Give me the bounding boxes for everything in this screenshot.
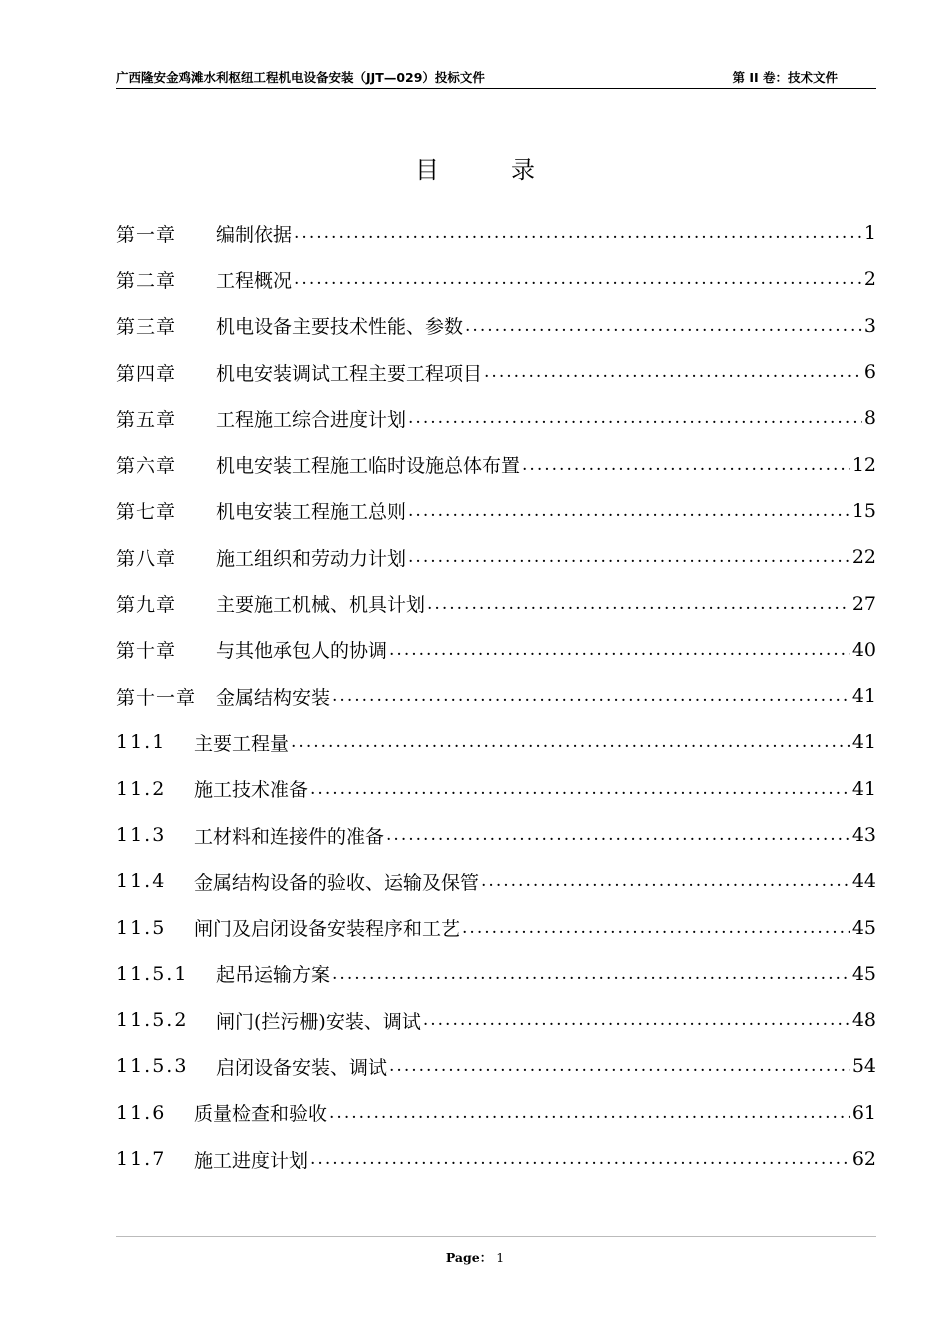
toc-leader-dots [408, 501, 850, 521]
toc-entry[interactable] [116, 766, 876, 812]
toc-entry[interactable] [116, 395, 876, 441]
toc-entry-title: 工程概况 [216, 269, 293, 292]
toc-entry-page: 41 [851, 777, 876, 800]
toc-leader-dots [386, 825, 850, 845]
toc-entry-number: 第二章 [116, 269, 177, 292]
toc-entry-number: 11.3 [116, 824, 167, 846]
toc-entry-title: 机电安装工程施工临时设施总体布置 [216, 455, 521, 478]
toc-entry-title: 起吊运输方案 [216, 964, 331, 987]
toc-leader-dots [310, 1149, 850, 1169]
toc-entry-title: 闸门(拦污栅)安装、调试 [216, 1010, 421, 1033]
toc-leader-dots [481, 871, 850, 891]
toc-entry[interactable] [116, 1090, 876, 1136]
toc-entry[interactable] [116, 256, 876, 302]
toc-entry[interactable] [116, 210, 876, 256]
toc-leader-dots [310, 779, 850, 799]
toc-entry-number: 11.5.3 [116, 1055, 189, 1078]
toc-leader-dots [484, 362, 862, 382]
toc-entry-title: 编制依据 [216, 223, 293, 246]
toc-entry-number: 11.2 [116, 777, 167, 800]
toc-entry-page: 45 [851, 962, 876, 985]
toc-entry-number: 第三章 [116, 316, 177, 339]
toc-heading-char-2: 录 [511, 156, 535, 184]
header-volume-label: 第 II 卷：技术文件 [732, 70, 838, 85]
toc-entry-title: 施工组织和劳动力计划 [216, 547, 407, 570]
toc-entry-number: 第一章 [116, 223, 177, 246]
toc-leader-dots [332, 964, 850, 984]
toc-entry-title: 金属结构安装 [216, 686, 331, 709]
toc-entry-title: 机电安装工程施工总则 [216, 501, 407, 524]
toc-entry[interactable] [116, 673, 876, 719]
toc-leader-dots [408, 547, 850, 567]
page-footer [0, 1248, 950, 1266]
toc-leader-dots [329, 1103, 850, 1123]
toc-entry-page: 44 [851, 870, 876, 893]
toc-entry-title: 机电安装调试工程主要工程项目 [216, 362, 483, 385]
toc-entry-page: 12 [851, 453, 876, 476]
toc-entry-title: 质量检查和验收 [194, 1103, 328, 1126]
toc-entry[interactable] [116, 534, 876, 580]
toc-entry-page: 6 [863, 361, 876, 384]
toc-leader-dots [522, 455, 850, 475]
toc-entry[interactable] [116, 488, 876, 534]
toc-entry-page: 62 [851, 1148, 876, 1171]
toc-leader-dots [427, 594, 850, 614]
toc-leader-dots [332, 686, 850, 706]
toc-entry-page: 1 [863, 222, 876, 245]
toc-entry-number: 11.5 [116, 916, 167, 939]
toc-entry-page: 41 [851, 731, 876, 754]
toc-entry-number: 11.4 [116, 870, 167, 893]
toc-entry[interactable] [116, 904, 876, 950]
toc-entry[interactable] [116, 627, 876, 673]
toc-entry[interactable] [116, 719, 876, 765]
toc-entry-number: 第十章 [116, 640, 177, 663]
toc-entry-number: 11.5.1 [116, 962, 189, 985]
toc-entry-number: 第七章 [116, 501, 177, 524]
toc-entry[interactable] [116, 349, 876, 395]
toc-entry[interactable] [116, 441, 876, 487]
toc-entry[interactable] [116, 812, 876, 858]
toc-entry-page: 41 [851, 685, 876, 708]
footer-page-number: 1 [496, 1250, 505, 1265]
toc-entry-number: 第八章 [116, 547, 177, 570]
toc-heading [0, 150, 950, 185]
page-header [116, 66, 876, 89]
toc-entry-page: 40 [851, 638, 876, 661]
toc-leader-dots [389, 1056, 850, 1076]
toc-leader-dots [465, 316, 862, 336]
toc-entry-page: 48 [851, 1009, 876, 1032]
toc-entry-page: 22 [851, 546, 876, 569]
toc-entry-number: 11.7 [116, 1148, 167, 1171]
toc-entry[interactable] [116, 1136, 876, 1182]
toc-leader-dots [291, 732, 850, 752]
toc-leader-dots [462, 918, 850, 938]
toc-leader-dots [389, 640, 850, 660]
toc-entry[interactable] [116, 951, 876, 997]
toc-entry[interactable] [116, 1043, 876, 1089]
toc-entry-number: 第六章 [116, 455, 177, 478]
toc-entry-title: 启闭设备安装、调试 [216, 1056, 388, 1079]
toc-leader-dots [408, 408, 862, 428]
toc-entry-title: 机电设备主要技术性能、参数 [216, 316, 464, 339]
toc-entry-page: 3 [863, 314, 876, 337]
header-document-title: 广西隆安金鸡滩水利枢纽工程机电设备安装（JJT—029）投标文件 [116, 70, 485, 85]
toc-entry-title: 主要工程量 [194, 732, 290, 755]
toc-entry-title: 工材料和连接件的准备 [194, 825, 385, 848]
toc-entry[interactable] [116, 997, 876, 1043]
toc-entry-number: 11.1 [116, 731, 167, 754]
toc-leader-dots [423, 1010, 850, 1030]
toc-entry-page: 43 [851, 824, 876, 846]
toc-entry-title: 工程施工综合进度计划 [216, 408, 407, 431]
toc-entry-title: 主要施工机械、机具计划 [216, 594, 426, 617]
toc-entry-page: 2 [863, 268, 876, 291]
toc-entry-page: 27 [851, 592, 876, 615]
toc-entry-title: 与其他承包人的协调 [216, 640, 388, 663]
toc-entry-page: 8 [863, 407, 876, 430]
toc-entry-title: 施工技术准备 [194, 779, 309, 802]
toc-entry-number: 11.6 [116, 1101, 167, 1124]
toc-heading-char-1: 目 [415, 156, 439, 184]
toc-entry-title: 闸门及启闭设备安装程序和工艺 [194, 918, 461, 941]
toc-entry-page: 45 [851, 916, 876, 939]
toc-entry-number: 第四章 [116, 362, 177, 385]
toc-leader-dots [294, 269, 862, 289]
toc-entry[interactable] [116, 580, 876, 626]
table-of-contents [116, 210, 876, 1182]
toc-entry-title: 施工进度计划 [194, 1149, 309, 1172]
toc-entry-page: 54 [851, 1055, 876, 1078]
footer-divider [116, 1236, 876, 1237]
toc-entry-number: 第五章 [116, 408, 177, 431]
toc-entry-number: 第十一章 [116, 686, 197, 709]
toc-entry-page: 61 [851, 1101, 876, 1124]
footer-page-label: Page： [445, 1250, 493, 1265]
toc-entry[interactable] [116, 858, 876, 904]
toc-entry-page: 15 [851, 499, 876, 522]
toc-entry[interactable] [116, 303, 876, 349]
toc-entry-number: 第九章 [116, 594, 177, 617]
toc-entry-number: 11.5.2 [116, 1009, 189, 1032]
toc-entry-title: 金属结构设备的验收、运输及保管 [194, 871, 480, 894]
toc-leader-dots [294, 223, 862, 243]
